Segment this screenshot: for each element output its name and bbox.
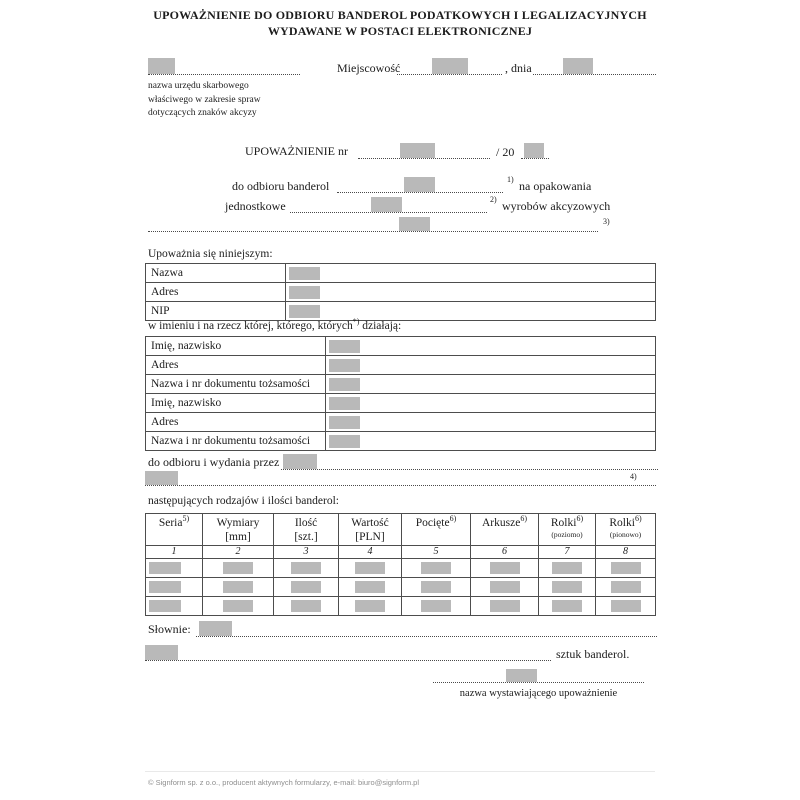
rep2-address-field[interactable] bbox=[329, 416, 360, 429]
col-header-rolki-poziomo: Rolki$^{6)}$ (poziomo) bbox=[539, 514, 596, 546]
purpose-line3-field[interactable] bbox=[399, 217, 430, 231]
page-title-line1: UPOWAŻNIENIE DO ODBIORU BANDEROL PODATKOWYCH I LEGALIZACYJNYCH bbox=[153, 8, 647, 22]
banderole-field[interactable] bbox=[490, 562, 520, 574]
footnote-ref-6b: 6) bbox=[520, 514, 527, 524]
table-row bbox=[146, 597, 656, 616]
banderole-field[interactable] bbox=[291, 600, 321, 612]
page-title-line2: WYDAWANE W POSTACI ELEKTRONICZNEJ bbox=[267, 24, 533, 38]
footnote-ref-star: *) bbox=[352, 317, 360, 327]
authorized-nazwa-field[interactable] bbox=[289, 267, 320, 280]
table-row bbox=[146, 283, 656, 302]
in-words-field2[interactable] bbox=[145, 645, 178, 660]
col-number: 1 bbox=[146, 546, 203, 559]
footer-divider bbox=[145, 771, 655, 772]
row-label: Adres bbox=[146, 413, 326, 432]
purpose-line1-label: do odbioru banderol bbox=[232, 179, 330, 193]
representatives-table bbox=[145, 336, 656, 451]
in-words-line1 bbox=[196, 621, 657, 637]
receipt-line2 bbox=[145, 470, 656, 486]
banderole-field[interactable] bbox=[552, 562, 582, 574]
auth-number-field[interactable] bbox=[400, 143, 435, 158]
row-label: Imię, nazwisko bbox=[146, 337, 326, 356]
banderole-table bbox=[145, 513, 656, 616]
banderole-field[interactable] bbox=[421, 600, 451, 612]
auth-year-prefix: / 20 bbox=[496, 145, 515, 159]
footnote-ref-2: 2) bbox=[490, 195, 497, 204]
footer-credit: © Signform sp. z o.o., producent aktywnych formularzy, e-mail: biuro@signform.pl bbox=[148, 778, 420, 787]
purpose-line2-label: jednostkowe bbox=[225, 199, 286, 213]
col-header-wartosc: Wartość [PLN] bbox=[339, 514, 402, 546]
col-number: 8 bbox=[596, 546, 656, 559]
footnote-ref-4: 4) bbox=[630, 472, 637, 481]
footnote-ref-1: 1) bbox=[507, 175, 514, 184]
column-number-row bbox=[146, 546, 656, 559]
purpose-line1-text: na opakowania bbox=[519, 179, 592, 193]
date-field[interactable] bbox=[563, 58, 593, 74]
banderole-field[interactable] bbox=[490, 600, 520, 612]
col-number: 2 bbox=[203, 546, 274, 559]
representatives-heading-tail: działają: bbox=[359, 320, 402, 332]
row-label: Adres bbox=[146, 356, 326, 375]
table-row bbox=[146, 264, 656, 283]
office-caption-line2: właściwego w zakresie spraw bbox=[148, 94, 261, 105]
date-label: , dnia bbox=[505, 61, 532, 75]
banderole-field[interactable] bbox=[223, 600, 253, 612]
col-header-wymiary: Wymiary [mm] bbox=[203, 514, 274, 546]
authorized-heading: Upoważnia się niniejszym: bbox=[148, 248, 273, 260]
row-label: NIP bbox=[146, 302, 286, 321]
rep2-name-field[interactable] bbox=[329, 397, 360, 410]
row-label: Nazwa i nr dokumentu tożsamości bbox=[146, 375, 326, 394]
signature-caption: nazwa wystawiającego upoważnienie bbox=[459, 688, 618, 699]
representatives-heading bbox=[148, 317, 402, 332]
banderole-field[interactable] bbox=[355, 562, 385, 574]
col-header-ilosc: Ilość [szt.] bbox=[274, 514, 339, 546]
banderole-field[interactable] bbox=[421, 581, 451, 593]
purpose-line1-field[interactable] bbox=[404, 177, 435, 192]
auth-year-field[interactable] bbox=[524, 143, 544, 158]
office-caption-line1: nazwa urzędu skarbowego bbox=[148, 81, 249, 91]
office-caption-line3: dotyczących znaków akcyzy bbox=[148, 108, 257, 118]
place-label: Miejscowość bbox=[337, 61, 401, 75]
in-words-line2 bbox=[145, 645, 551, 661]
banderole-field[interactable] bbox=[611, 600, 641, 612]
row-label: Imię, nazwisko bbox=[146, 394, 326, 413]
receipt-line1 bbox=[281, 454, 658, 470]
authorized-table bbox=[145, 263, 656, 321]
row-label: Adres bbox=[146, 283, 286, 302]
footnote-ref-6c: 6) bbox=[576, 514, 584, 524]
row-label: Nazwa bbox=[146, 264, 286, 283]
header-row bbox=[146, 514, 656, 546]
col-header-pociete: Pocięte$^{6)}$ bbox=[402, 514, 471, 546]
signature-field[interactable] bbox=[506, 669, 537, 682]
banderole-field[interactable] bbox=[355, 581, 385, 593]
banderole-field[interactable] bbox=[149, 562, 181, 574]
col-number: 3 bbox=[274, 546, 339, 559]
table-row bbox=[146, 375, 656, 394]
in-words-field1[interactable] bbox=[199, 621, 232, 636]
purpose-line2-field[interactable] bbox=[371, 197, 402, 212]
receipt-label: do odbioru i wydania przez bbox=[148, 455, 280, 469]
col-number: 4 bbox=[339, 546, 402, 559]
signature-line bbox=[433, 668, 644, 683]
units-label: sztuk banderol. bbox=[556, 647, 630, 661]
footnote-ref-3: 3) bbox=[603, 217, 610, 226]
representatives-heading-text: w imieniu i na rzecz której, którego, których bbox=[148, 320, 353, 332]
rep1-address-field[interactable] bbox=[329, 359, 360, 372]
banderole-field[interactable] bbox=[490, 581, 520, 593]
place-field[interactable] bbox=[432, 58, 468, 74]
footnote-ref-5: 5) bbox=[182, 514, 190, 524]
table-row bbox=[146, 578, 656, 597]
banderole-field[interactable] bbox=[223, 581, 253, 593]
in-words-label: Słownie: bbox=[148, 622, 191, 636]
table-row bbox=[146, 356, 656, 375]
footnote-ref-6a: 6) bbox=[449, 514, 457, 524]
purpose-line2-text: wyrobów akcyzowych bbox=[502, 199, 611, 213]
table-row bbox=[146, 432, 656, 451]
banderole-table-intro: następujących rodzajów i ilości banderol: bbox=[148, 495, 339, 507]
table-row bbox=[146, 413, 656, 432]
auth-number-label: UPOWAŻNIENIE nr bbox=[245, 144, 348, 158]
banderole-field[interactable] bbox=[149, 581, 181, 593]
rep1-id-field[interactable] bbox=[329, 378, 360, 391]
banderole-field[interactable] bbox=[355, 600, 385, 612]
banderole-field[interactable] bbox=[291, 581, 321, 593]
col-number: 5 bbox=[402, 546, 471, 559]
date-line bbox=[533, 58, 656, 75]
office-caption bbox=[148, 80, 261, 121]
banderole-field[interactable] bbox=[552, 581, 582, 593]
rep2-id-field[interactable] bbox=[329, 435, 360, 448]
table-row bbox=[146, 394, 656, 413]
office-name-field[interactable] bbox=[148, 58, 175, 74]
banderole-field[interactable] bbox=[149, 600, 181, 612]
col-number: 6 bbox=[471, 546, 539, 559]
col-number: 7 bbox=[539, 546, 596, 559]
receipt-field2[interactable] bbox=[145, 471, 178, 485]
banderole-field[interactable] bbox=[611, 581, 641, 593]
footnote-ref-6d: 6) bbox=[634, 514, 642, 524]
authorized-nip-field[interactable] bbox=[289, 305, 320, 318]
rep1-name-field[interactable] bbox=[329, 340, 360, 353]
banderole-field[interactable] bbox=[291, 562, 321, 574]
purpose-line3-line bbox=[148, 217, 598, 232]
table-row bbox=[146, 559, 656, 578]
table-row bbox=[146, 302, 656, 321]
table-row bbox=[146, 337, 656, 356]
banderole-field[interactable] bbox=[552, 600, 582, 612]
row-label: Nazwa i nr dokumentu tożsamości bbox=[146, 432, 326, 451]
authorized-adres-field[interactable] bbox=[289, 286, 320, 299]
receipt-field1[interactable] bbox=[283, 454, 317, 469]
banderole-field[interactable] bbox=[611, 562, 641, 574]
col-header-arkusze: Arkusze$^{6)}$ bbox=[471, 514, 539, 546]
col-header-seria: Seria$^{5)}$ bbox=[146, 514, 203, 546]
col-header-rolki-pionowo: Rolki$^{6)}$ (pionowo) bbox=[596, 514, 656, 546]
banderole-field[interactable] bbox=[223, 562, 253, 574]
banderole-field[interactable] bbox=[421, 562, 451, 574]
